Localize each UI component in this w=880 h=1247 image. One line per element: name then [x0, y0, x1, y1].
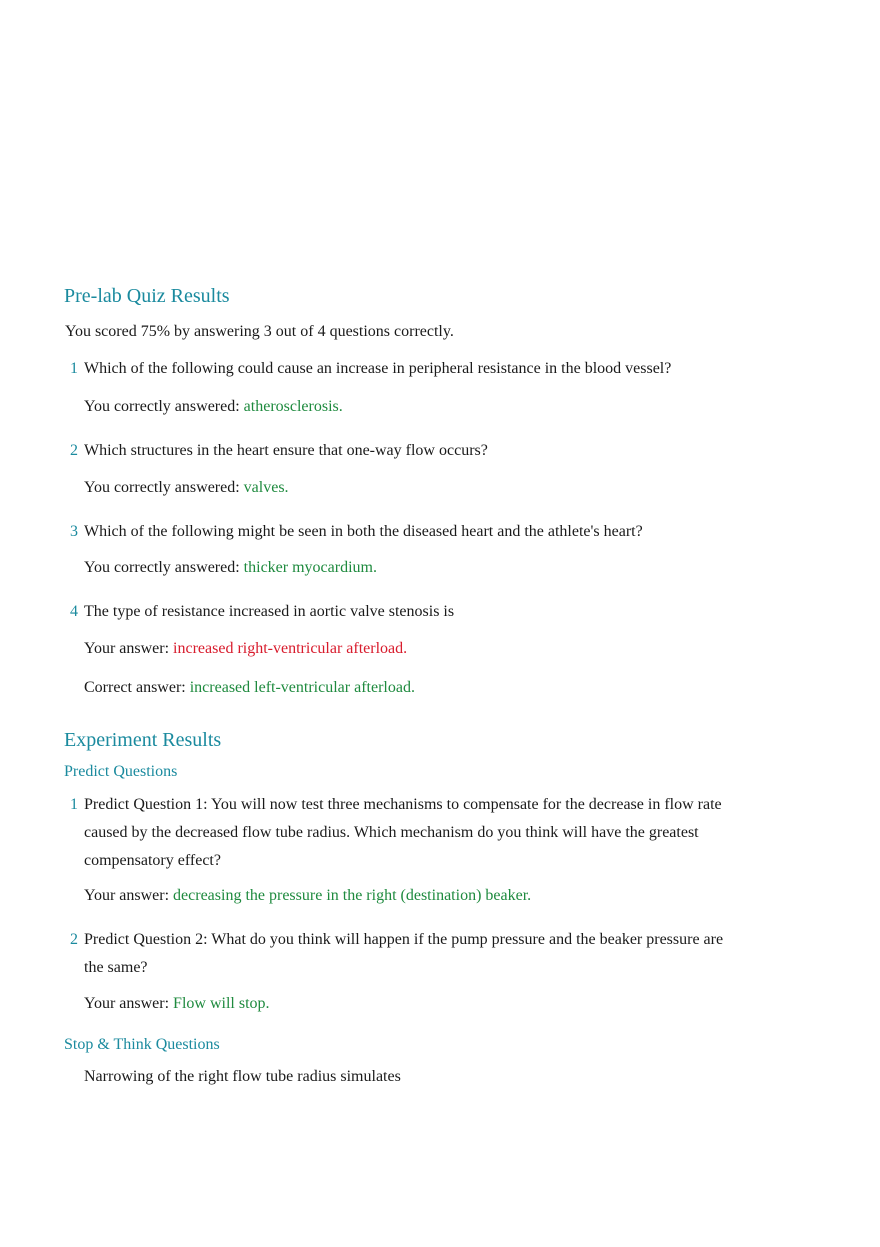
answer-label: Your answer: — [84, 640, 170, 657]
answer-line — [84, 479, 289, 497]
answer-label: You correctly answered: — [84, 559, 240, 576]
predict-question — [64, 791, 724, 875]
answer-value-correct: valves. — [243, 479, 289, 496]
score-text: You scored 75% by answering 3 out of 4 questions correctly. — [65, 323, 454, 340]
answer-line — [84, 559, 377, 577]
answer-value-incorrect: increased right-ventricular afterload. — [173, 640, 408, 657]
answer-value-correct: increased left-ventricular afterload. — [189, 679, 415, 696]
correct-answer-line — [84, 679, 415, 697]
answer-value-correct: Flow will stop. — [173, 995, 270, 1012]
question-number: 2 — [70, 442, 78, 459]
question-number: 3 — [70, 523, 78, 540]
answer-label: You correctly answered: — [84, 479, 240, 496]
question-number: 1 — [70, 360, 78, 377]
prelab-question — [64, 518, 724, 546]
prelab-title: Pre-lab Quiz Results — [64, 285, 230, 307]
question-number: 4 — [70, 603, 78, 620]
your-answer-line — [84, 640, 407, 658]
question-text: The type of resistance increased in aortic valve stenosis is — [84, 603, 455, 620]
answer-label: Your answer: — [84, 995, 170, 1012]
question-number: 1 — [70, 796, 78, 813]
question-text: Which of the following could cause an increase in peripheral resistance in the blood vessel? — [84, 360, 672, 377]
predict-heading: Predict Questions — [64, 763, 178, 780]
predict-question — [64, 926, 724, 982]
prelab-question — [64, 437, 724, 465]
answer-line — [84, 887, 531, 905]
stop-think-heading: Stop & Think Questions — [64, 1036, 220, 1053]
answer-line — [84, 995, 270, 1013]
stop-think-text: Narrowing of the right flow tube radius simulates — [84, 1068, 401, 1085]
answer-label: Correct answer: — [84, 679, 186, 696]
prelab-question — [64, 355, 724, 383]
answer-label: You correctly answered: — [84, 398, 240, 415]
prelab-question — [64, 598, 724, 626]
answer-line — [84, 398, 343, 416]
answer-value-correct: decreasing the pressure in the right (destination) beaker. — [173, 887, 532, 904]
question-text: Predict Question 2: What do you think will happen if the pump pressure and the beaker pressure are the same? — [84, 931, 724, 976]
answer-value-correct: atherosclerosis. — [243, 398, 343, 415]
question-text: Which structures in the heart ensure that one-way flow occurs? — [84, 442, 488, 459]
answer-value-correct: thicker myocardium. — [243, 559, 377, 576]
question-text: Predict Question 1: You will now test three mechanisms to compensate for the decrease in flow rate caused by the decreased flow tube radius. Which mechanism do you think will have the greatest compensatory effect? — [84, 796, 722, 869]
answer-label: Your answer: — [84, 887, 170, 904]
question-number: 2 — [70, 931, 78, 948]
experiment-title: Experiment Results — [64, 729, 222, 751]
question-text: Which of the following might be seen in both the diseased heart and the athlete's heart? — [84, 523, 643, 540]
